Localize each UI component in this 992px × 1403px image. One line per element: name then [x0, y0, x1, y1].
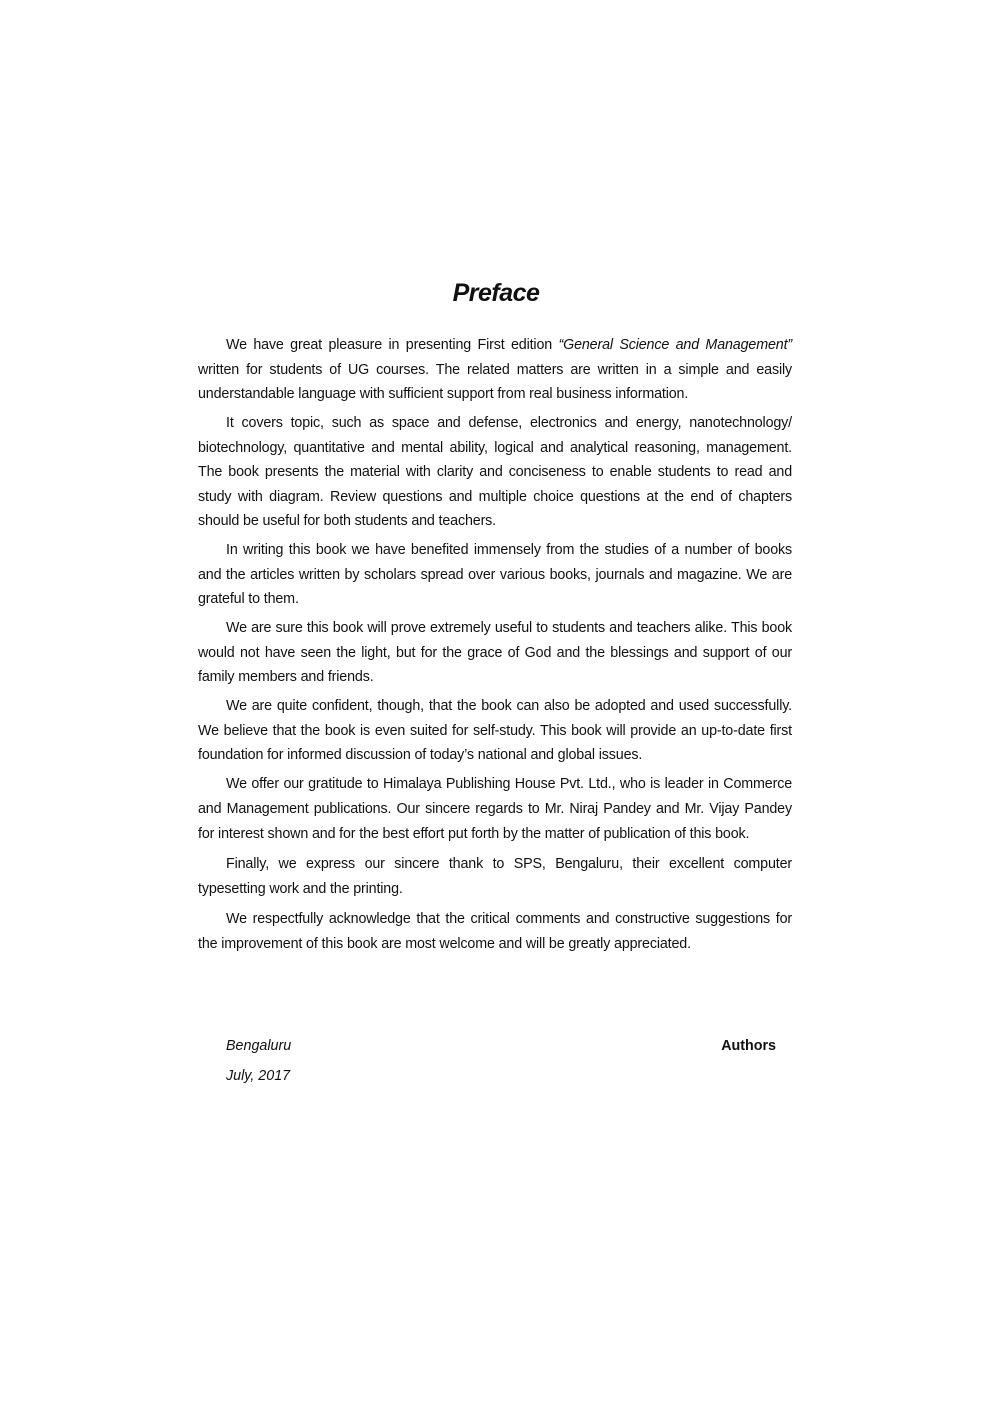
paragraph	[198, 333, 792, 407]
signoff-place: Bengaluru	[226, 1038, 292, 1054]
page-title: Preface	[452, 278, 540, 307]
signoff-date: July, 2017	[226, 1068, 291, 1084]
paragraph: Finally, we express our sincere thank to SPS, Bengaluru, their excellent computer typesetting work and the printing.	[198, 856, 792, 897]
paragraph: It covers topic, such as space and defense, electronics and energy, nanotechnology/ biotechnology, quantitative and mental ability, logical and analytical reasoning, management. The book presents the material with clarity and conciseness to enable students to read and study with diagram. Review questions and multiple choice questions at the end of chapters should be useful for both students and teachers.	[198, 415, 792, 529]
signoff-authors: Authors	[721, 1038, 776, 1054]
paragraph: We are quite confident, though, that the book can also be adopted and used successfully. We believe that the book is even suited for self-study. This book will provide an up-to-date first foundation for informed discussion of today’s national and global issues.	[198, 698, 792, 763]
paragraph: We respectfully acknowledge that the critical comments and constructive suggestions for the improvement of this book are most welcome and will be greatly appreciated.	[198, 911, 792, 952]
paragraph: We are sure this book will prove extremely useful to students and teachers alike. This book would not have seen the light, but for the grace of God and the blessings and support of our family members and friends.	[198, 620, 792, 685]
paragraph-text: We have great pleasure in presenting First edition	[226, 337, 559, 353]
paragraph-text: written for students of UG courses. The related matters are written in a simple and easily understandable language with sufficient support from real business information.	[198, 361, 792, 402]
paragraph: We offer our gratitude to Himalaya Publishing House Pvt. Ltd., who is leader in Commerce and Management publications. Our sincere regards to Mr. Niraj Pandey and Mr. Vijay Pandey for interest shown and for the best effort put forth by the matter of publication of this book.	[198, 776, 792, 842]
preface-body	[198, 333, 792, 962]
book-title-quote: “General Science and Management”	[558, 337, 792, 353]
paragraph: In writing this book we have benefited immensely from the studies of a number of books and the articles written by scholars spread over various books, journals and magazine. We are grateful to them.	[198, 542, 792, 607]
